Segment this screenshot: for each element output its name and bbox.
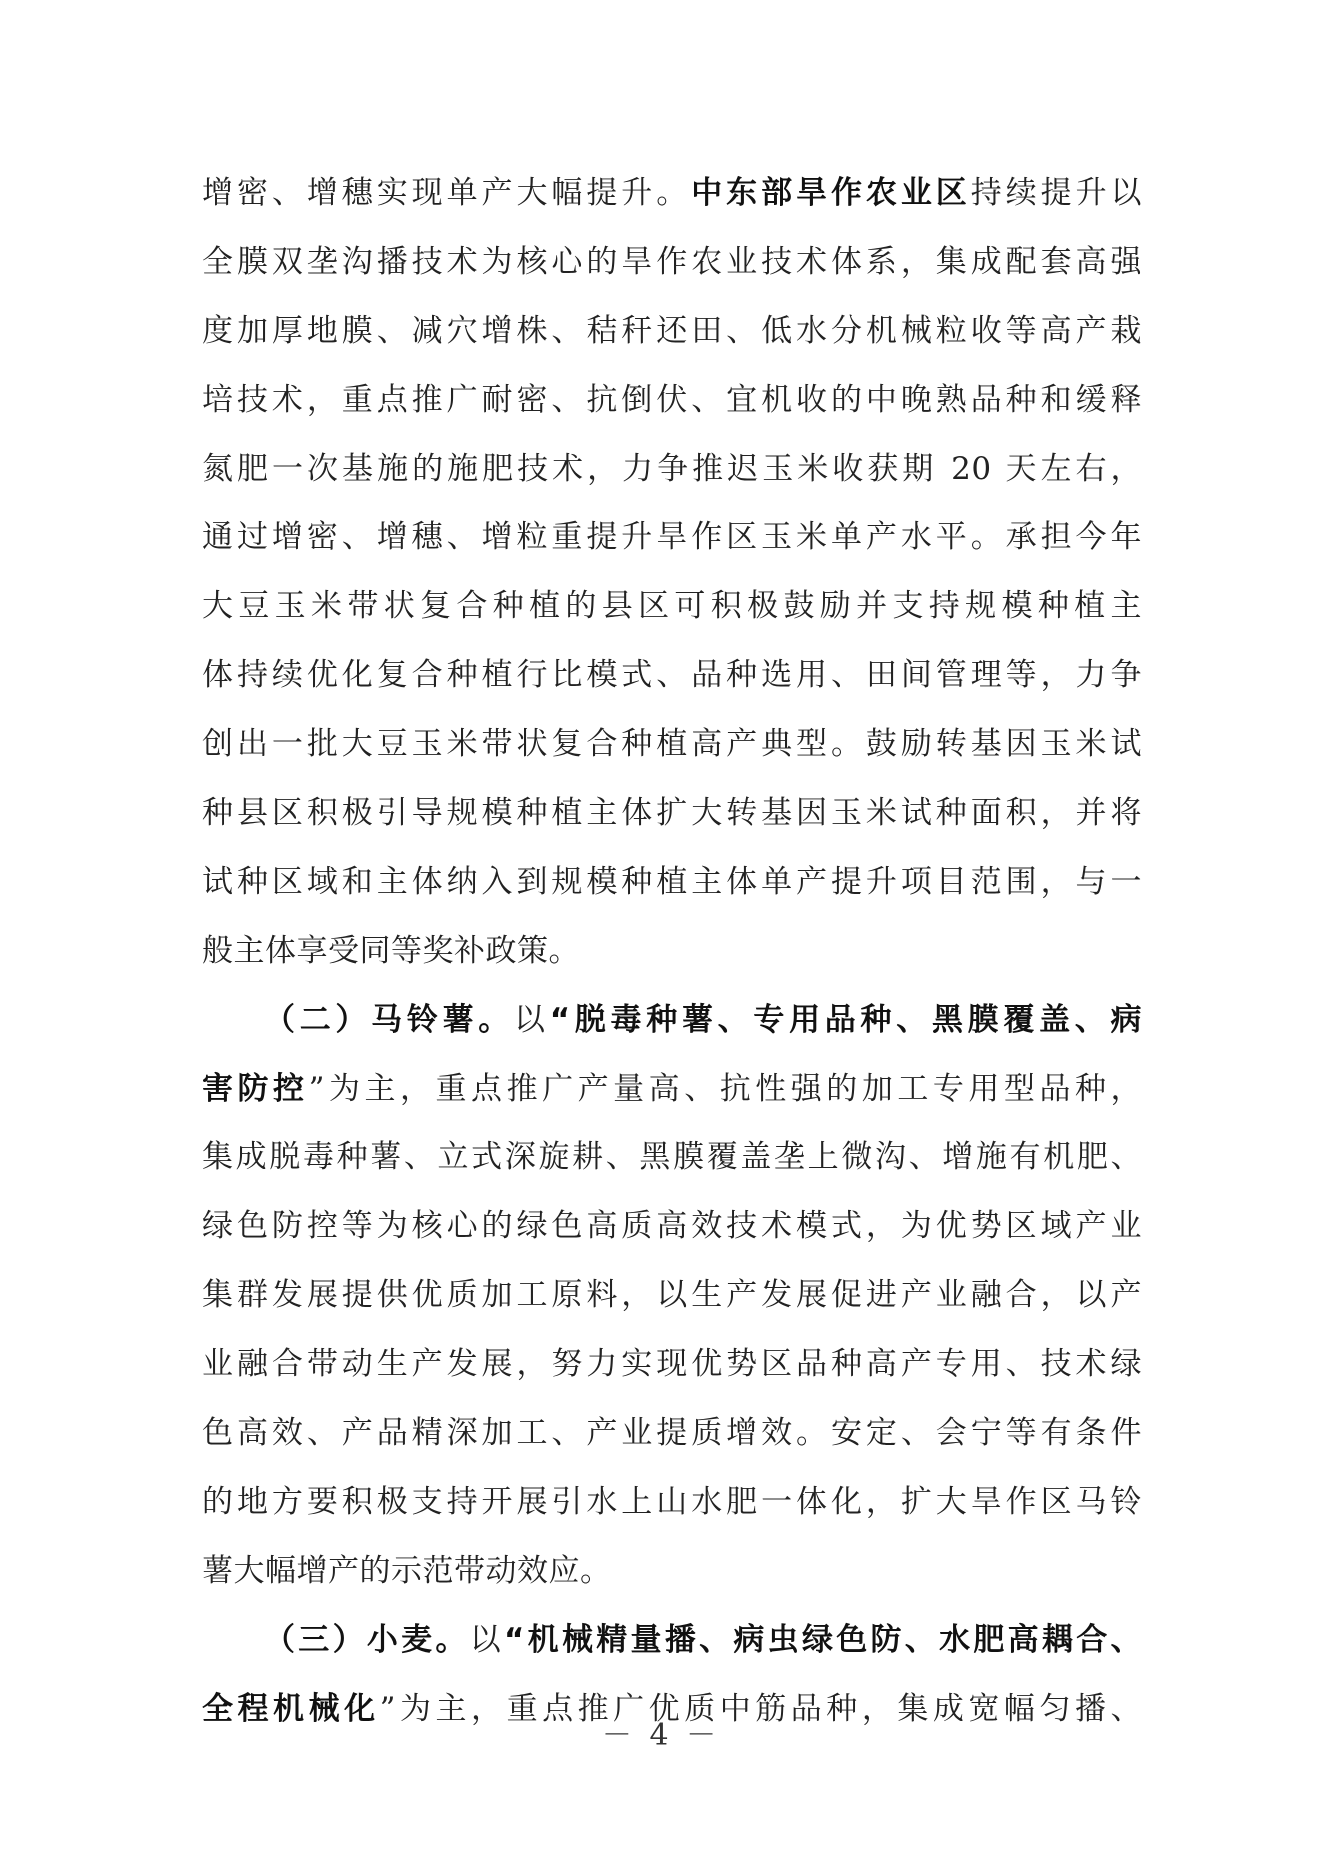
text-line [202, 375, 1142, 444]
text-line [202, 1615, 1142, 1684]
text-segment: 增密、增穗实现单产大幅提升。 [202, 175, 692, 211]
text-segment: 的地方要积极支持开展引水上山水肥一体化，扩大旱作区马铃 [202, 1483, 1142, 1520]
text-segment: 业融合带动生产发展，努力实现优势区品种高产专用、技术绿 [202, 1346, 1142, 1383]
text-segment: 持续提升以 [970, 175, 1143, 211]
text-line [202, 995, 1142, 1064]
text-segment: ”为主，重点推广优质中筋品种，集成宽幅匀播、 [379, 1690, 1142, 1727]
text-line [202, 1339, 1142, 1408]
text-segment: 色高效、产品精深加工、产业提质增效。安定、会宁等有条件 [202, 1415, 1142, 1452]
text-line [202, 1546, 1142, 1615]
text-line [202, 306, 1142, 375]
bold-text: 害防控 [202, 1070, 309, 1107]
text-segment: ”为主，重点推广产量高、抗性强的加工专用型品种， [308, 1070, 1142, 1107]
page-number: － 4 － [601, 1718, 721, 1753]
bold-text: “机械精量播、病虫绿色防、水肥高耦合、 [504, 1621, 1143, 1658]
text-line [202, 1132, 1142, 1201]
text-segment: 绿色防控等为核心的绿色高质高效技术模式，为优势区域产业 [202, 1208, 1142, 1245]
bold-text: （二）马铃薯。 [264, 1001, 514, 1038]
text-segment: 般主体享受同等奖补政策。 [202, 932, 580, 969]
text-line [202, 1270, 1142, 1339]
body-text [202, 168, 1142, 1752]
text-segment: 集群发展提供优质加工原料，以生产发展促进产业融合，以产 [202, 1277, 1142, 1314]
text-segment: 以 [514, 1001, 550, 1038]
text-segment: 试种区域和主体纳入到规模种植主体单产提升项目范围，与一 [202, 863, 1142, 900]
text-segment: 体持续优化复合种植行比模式、品种选用、田间管理等，力争 [202, 657, 1142, 694]
bold-text: 中东部旱作农业区 [691, 175, 971, 211]
text-line [202, 444, 1142, 513]
text-line [202, 1408, 1142, 1477]
text-line [202, 237, 1142, 306]
text-segment: 集成脱毒种薯、立式深旋耕、黑膜覆盖垄上微沟、增施有机肥、 [202, 1139, 1142, 1176]
text-segment: 培技术，重点推广耐密、抗倒伏、宜机收的中晚熟品种和缓释 [202, 381, 1142, 418]
text-segment: 以 [469, 1621, 505, 1658]
text-line [202, 1477, 1142, 1546]
bold-text: 全程机械化 [202, 1690, 380, 1727]
text-line [202, 168, 1142, 237]
bold-text: （三）小麦。 [264, 1621, 470, 1658]
text-line [202, 1064, 1142, 1133]
text-line [202, 719, 1142, 788]
text-line [202, 788, 1142, 857]
text-line [202, 512, 1142, 581]
text-line [202, 581, 1142, 650]
text-line [202, 650, 1142, 719]
text-segment: 度加厚地膜、减穴增株、秸秆还田、低水分机械粒收等高产栽 [202, 312, 1142, 349]
text-line [202, 857, 1142, 926]
text-segment: 大豆玉米带状复合种植的县区可积极鼓励并支持规模种植主 [202, 588, 1142, 625]
text-line [202, 926, 1142, 995]
text-segment: 全膜双垄沟播技术为核心的旱作农业技术体系，集成配套高强 [202, 243, 1142, 280]
text-segment: 氮肥一次基施的施肥技术，力争推迟玉米收获期 20 天左右， [202, 450, 1142, 487]
bold-text: “脱毒种薯、专用品种、黑膜覆盖、病 [549, 1001, 1143, 1038]
text-segment: 通过增密、增穗、增粒重提升旱作区玉米单产水平。承担今年 [202, 519, 1142, 556]
text-segment: 种县区积极引导规模种植主体扩大转基因玉米试种面积，并将 [202, 795, 1142, 832]
text-segment: 创出一批大豆玉米带状复合种植高产典型。鼓励转基因玉米试 [202, 726, 1142, 763]
text-line [202, 1201, 1142, 1270]
text-segment: 薯大幅增产的示范带动效应。 [202, 1552, 612, 1589]
